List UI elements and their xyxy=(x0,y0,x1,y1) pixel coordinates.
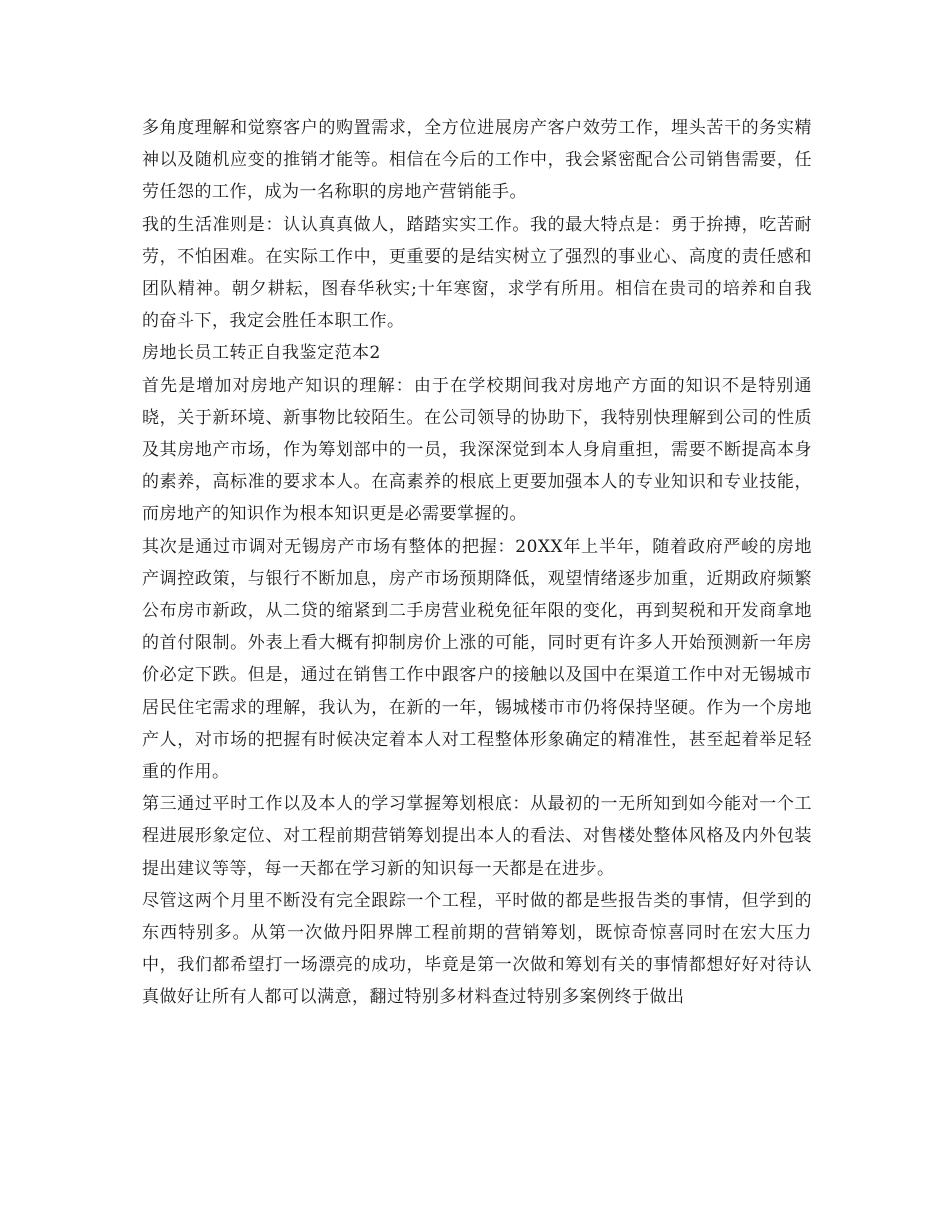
paragraph-2: 我的生活准则是：认认真真做人，踏踏实实工作。我的最大特点是：勇于拚搏，吃苦耐劳，不怕困难。在实际工作中，更重要的是结实树立了强烈的事业心、高度的责任感和团队精神。朝夕耕耘，图春华秋实;十年寒窗，求学有所用。相信在贵司的培养和自我的奋斗下，我定会胜任本职工作。 xyxy=(142,214,812,332)
paragraph-3: 首先是增加对房地产知识的理解：由于在学校期间我对房地产方面的知识不是特别通晓，关于新环境、新事物比较陌生。在公司领导的协助下，我特别快理解到公司的性质及其房地产市场，作为筹划部中的一员，我深深觉到本人身肩重担，需要不断提高本身的素养，高标准的要求本人。在高素养的根底上更要加强本人的专业知识和专业技能，而房地产的知识作为根本知识更是必需要掌握的。 xyxy=(142,375,812,525)
section-heading: 房地长员工转正自我鉴定范本2 xyxy=(142,343,381,364)
paragraph-5: 第三通过平时工作以及本人的学习掌握筹划根底：从最初的一无所知到如今能对一个工程进展形象定位、对工程前期营销筹划提出本人的看法、对售楼处整体风格及内外包装提出建议等等，每一天都在学习新的知识每一天都是在进步。 xyxy=(142,794,812,879)
paragraph-4: 其次是通过市调对无锡房产市场有整体的把握：20XX年上半年，随着政府严峻的房地产调控政策，与银行不断加息，房产市场预期降低，观望情绪逐步加重，近期政府频繁公布房市新政，从二贷的缩紧到二手房营业税免征年限的变化，再到契税和开发商拿地的首付限制。外表上看大概有抑制房价上涨的可能，同时更有许多人开始预测新一年房价必定下跌。但是，通过在销售工作中跟客户的接触以及国中在渠道工作中对无锡城市居民住宅需求的理解，我认为，在新的一年，锡城楼市市仍将保持坚硬。作为一个房地产人，对市场的把握有时候决定着本人对工程整体形象确定的精准性，甚至起着举足轻重的作用。 xyxy=(142,536,812,783)
paragraph-6: 尽管这两个月里不断没有完全跟踪一个工程，平时做的都是些报告类的事情，但学到的东西特别多。从第一次做丹阳界牌工程前期的营销筹划，既惊奇惊喜同时在宏大压力中，我们都希望打一场漂亮的成功，毕竟是第一次做和筹划有关的事情都想好好对待认真做好让所有人都可以满意，翻过特别多材料查过特别多案例终于做出 xyxy=(142,890,812,1008)
document-page xyxy=(142,112,812,1014)
paragraph-1: 多角度理解和觉察客户的购置需求，全方位进展房产客户效劳工作，埋头苦干的务实精神以及随机应变的推销才能等。相信在今后的工作中，我会紧密配合公司销售需要，任劳任怨的工作，成为一名称职的房地产营销能手。 xyxy=(142,118,812,203)
